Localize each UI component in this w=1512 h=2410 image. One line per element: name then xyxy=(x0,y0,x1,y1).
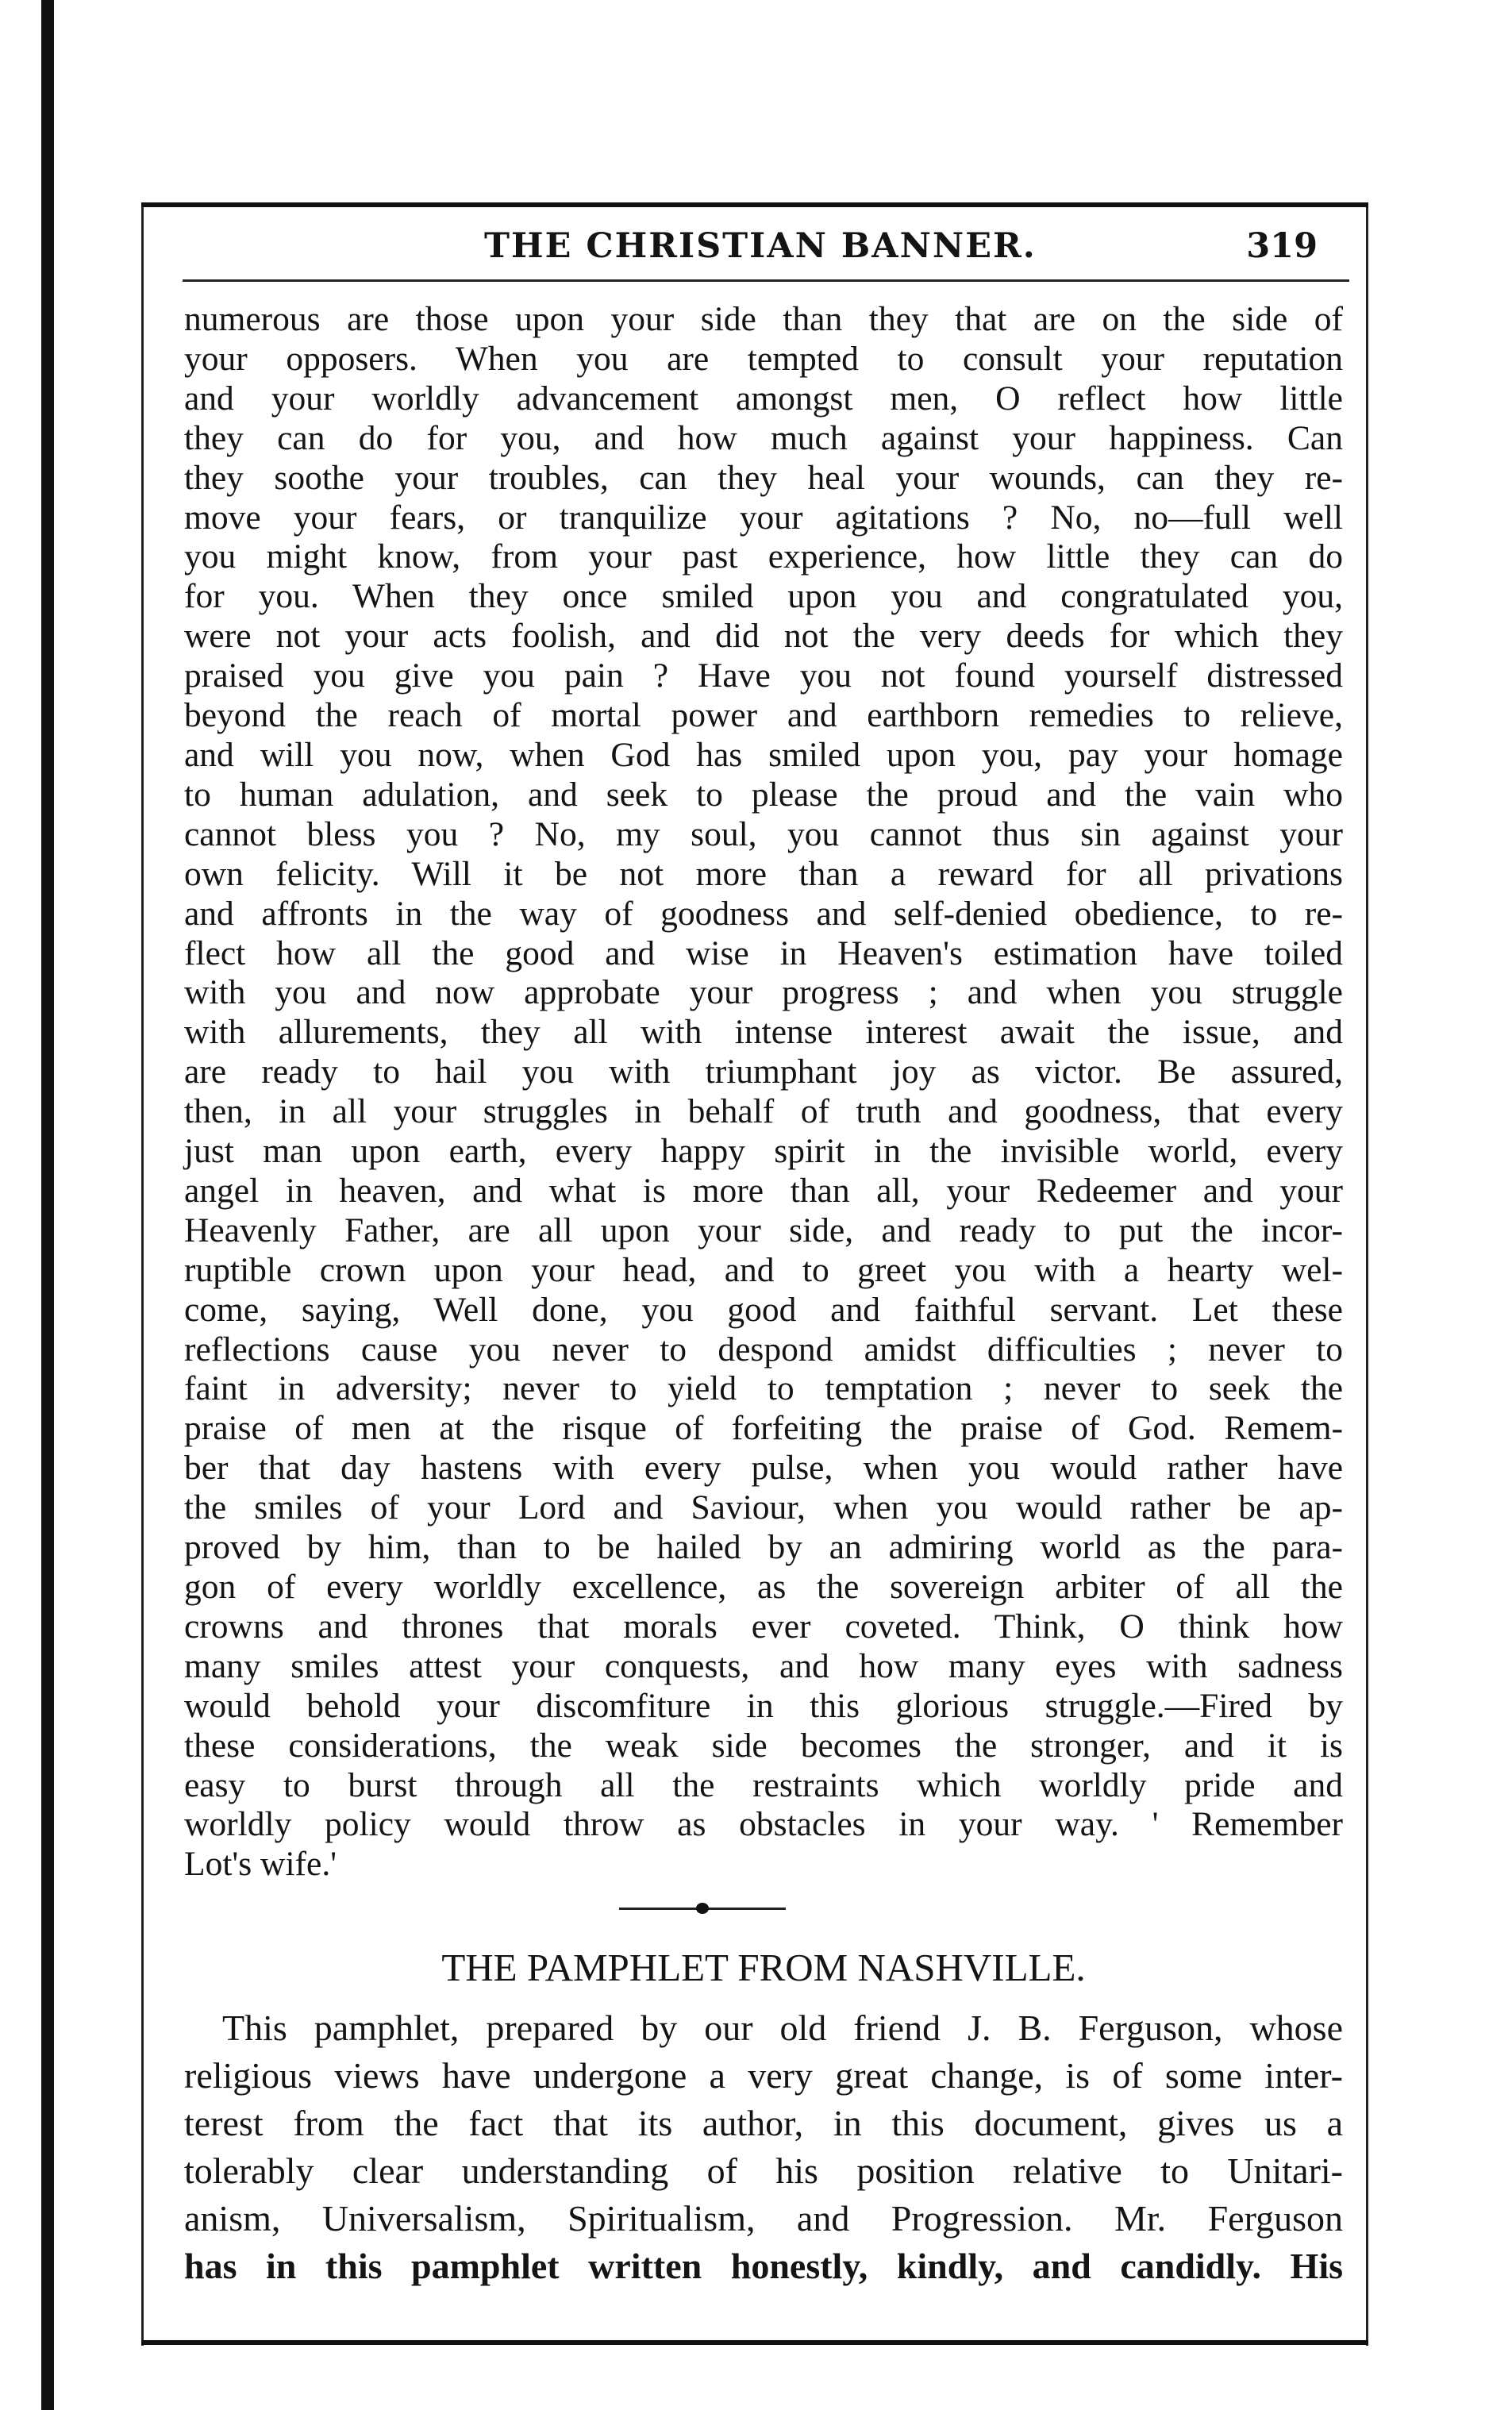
pamphlet-article xyxy=(184,2004,1343,2290)
text-line: crowns and thrones that morals ever coveted. Think, O think how xyxy=(184,1607,1343,1646)
text-line: terest from the fact that its author, in this document, gives us a xyxy=(184,2103,1343,2143)
text-line: you might know, from your past experience, how little they can do xyxy=(184,537,1343,576)
text-line: has in this pamphlet written honestly, kindly, and candidly. His xyxy=(184,2246,1343,2286)
text-line: reflections cause you never to despond amidst difficulties ; never to xyxy=(184,1330,1343,1369)
text-line: many smiles attest your conquests, and how many eyes with sadness xyxy=(184,1646,1343,1685)
text-line: angel in heaven, and what is more than all, your Redeemer and your xyxy=(184,1171,1343,1210)
text-line: then, in all your struggles in behalf of truth and goodness, that every xyxy=(184,1092,1343,1131)
text-line: ber that day hastens with every pulse, when you would rather have xyxy=(184,1449,1343,1488)
text-line: to human adulation, and seek to please the proud and the vain who xyxy=(184,775,1343,814)
text-line: numerous are those upon your side than they that are on the side of xyxy=(184,300,1343,338)
text-line: were not your acts foolish, and did not the very deeds for which they xyxy=(184,617,1343,656)
page-number: 319 xyxy=(1246,226,1318,266)
text-line: proved by him, than to be hailed by an admiring world as the para- xyxy=(184,1528,1343,1567)
bottom-border-rule xyxy=(141,2340,1368,2345)
running-header xyxy=(167,226,1349,274)
text-line: This pamphlet, prepared by our old friend J. B. Ferguson, whose xyxy=(222,2008,1343,2048)
text-line: with allurements, they all with intense interest await the issue, and xyxy=(184,1013,1343,1052)
text-line: they soothe your troubles, can they heal your wounds, can they re- xyxy=(184,458,1343,497)
section-heading: THE PAMPHLET FROM NASHVILLE. xyxy=(441,1946,1086,1989)
text-line: for you. When they once smiled upon you and congratulated you, xyxy=(184,577,1343,616)
separator-ornament xyxy=(696,1903,709,1914)
text-line: and will you now, when God has smiled upon you, pay your homage xyxy=(184,735,1343,774)
text-line: they can do for you, and how much against your happiness. Can xyxy=(184,418,1343,457)
text-line: worldly policy would throw as obstacles in your way. ' Remember xyxy=(184,1805,1343,1844)
text-line: just man upon earth, every happy spirit in the invisible world, every xyxy=(184,1132,1343,1171)
running-title: THE CHRISTIAN BANNER. xyxy=(484,226,1037,266)
article-continuation xyxy=(184,300,1343,1884)
text-line: tolerably clear understanding of his position relative to Unitari- xyxy=(184,2150,1343,2191)
text-line: cannot bless you ? No, my soul, you cannot thus sin against your xyxy=(184,814,1343,853)
text-line: and your worldly advancement amongst men, O reflect how little xyxy=(184,379,1343,418)
header-rule xyxy=(183,279,1349,282)
text-line: these considerations, the weak side becomes the stronger, and it is xyxy=(184,1726,1343,1765)
text-line: praised you give you pain ? Have you not found yourself distressed xyxy=(184,656,1343,695)
text-line: gon of every worldly excellence, as the sovereign arbiter of all the xyxy=(184,1568,1343,1606)
top-border-rule xyxy=(141,202,1368,207)
text-line: your opposers. When you are tempted to consult your reputation xyxy=(184,339,1343,378)
text-line: are ready to hail you with triumphant joy as victor. Be assured, xyxy=(184,1053,1343,1091)
text-line: beyond the reach of mortal power and earthborn remedies to relieve, xyxy=(184,696,1343,735)
text-line: and affronts in the way of goodness and self-denied obedience, to re- xyxy=(184,894,1343,933)
text-line: praise of men at the risque of forfeiting the praise of God. Remem- xyxy=(184,1409,1343,1448)
text-line: easy to burst through all the restraints which worldly pride and xyxy=(184,1765,1343,1804)
text-line: flect how all the good and wise in Heaven's estimation have toiled xyxy=(184,934,1343,972)
text-line: anism, Universalism, Spiritualism, and Progression. Mr. Ferguson xyxy=(184,2198,1343,2239)
page-edge-shadow xyxy=(41,0,54,2410)
text-line: ruptible crown upon your head, and to greet you with a hearty wel- xyxy=(184,1250,1343,1289)
text-line: faint in adversity; never to yield to temptation ; never to seek the xyxy=(184,1369,1343,1408)
text-line: the smiles of your Lord and Saviour, when you would rather be ap- xyxy=(184,1488,1343,1527)
text-line: own felicity. Will it be not more than a reward for all privations xyxy=(184,854,1343,893)
text-line: Heavenly Father, are all upon your side, and ready to put the incor- xyxy=(184,1211,1343,1249)
text-line: come, saying, Well done, you good and faithful servant. Let these xyxy=(184,1290,1343,1329)
text-line: move your fears, or tranquilize your agitations ? No, no—full well xyxy=(184,498,1343,537)
text-line: with you and now approbate your progress ; and when you struggle xyxy=(184,973,1343,1012)
text-line: Lot's wife.' xyxy=(184,1845,337,1884)
text-line: would behold your discomfiture in this glorious struggle.—Fired by xyxy=(184,1686,1343,1725)
text-line: religious views have undergone a very great change, is of some inter- xyxy=(184,2055,1343,2096)
